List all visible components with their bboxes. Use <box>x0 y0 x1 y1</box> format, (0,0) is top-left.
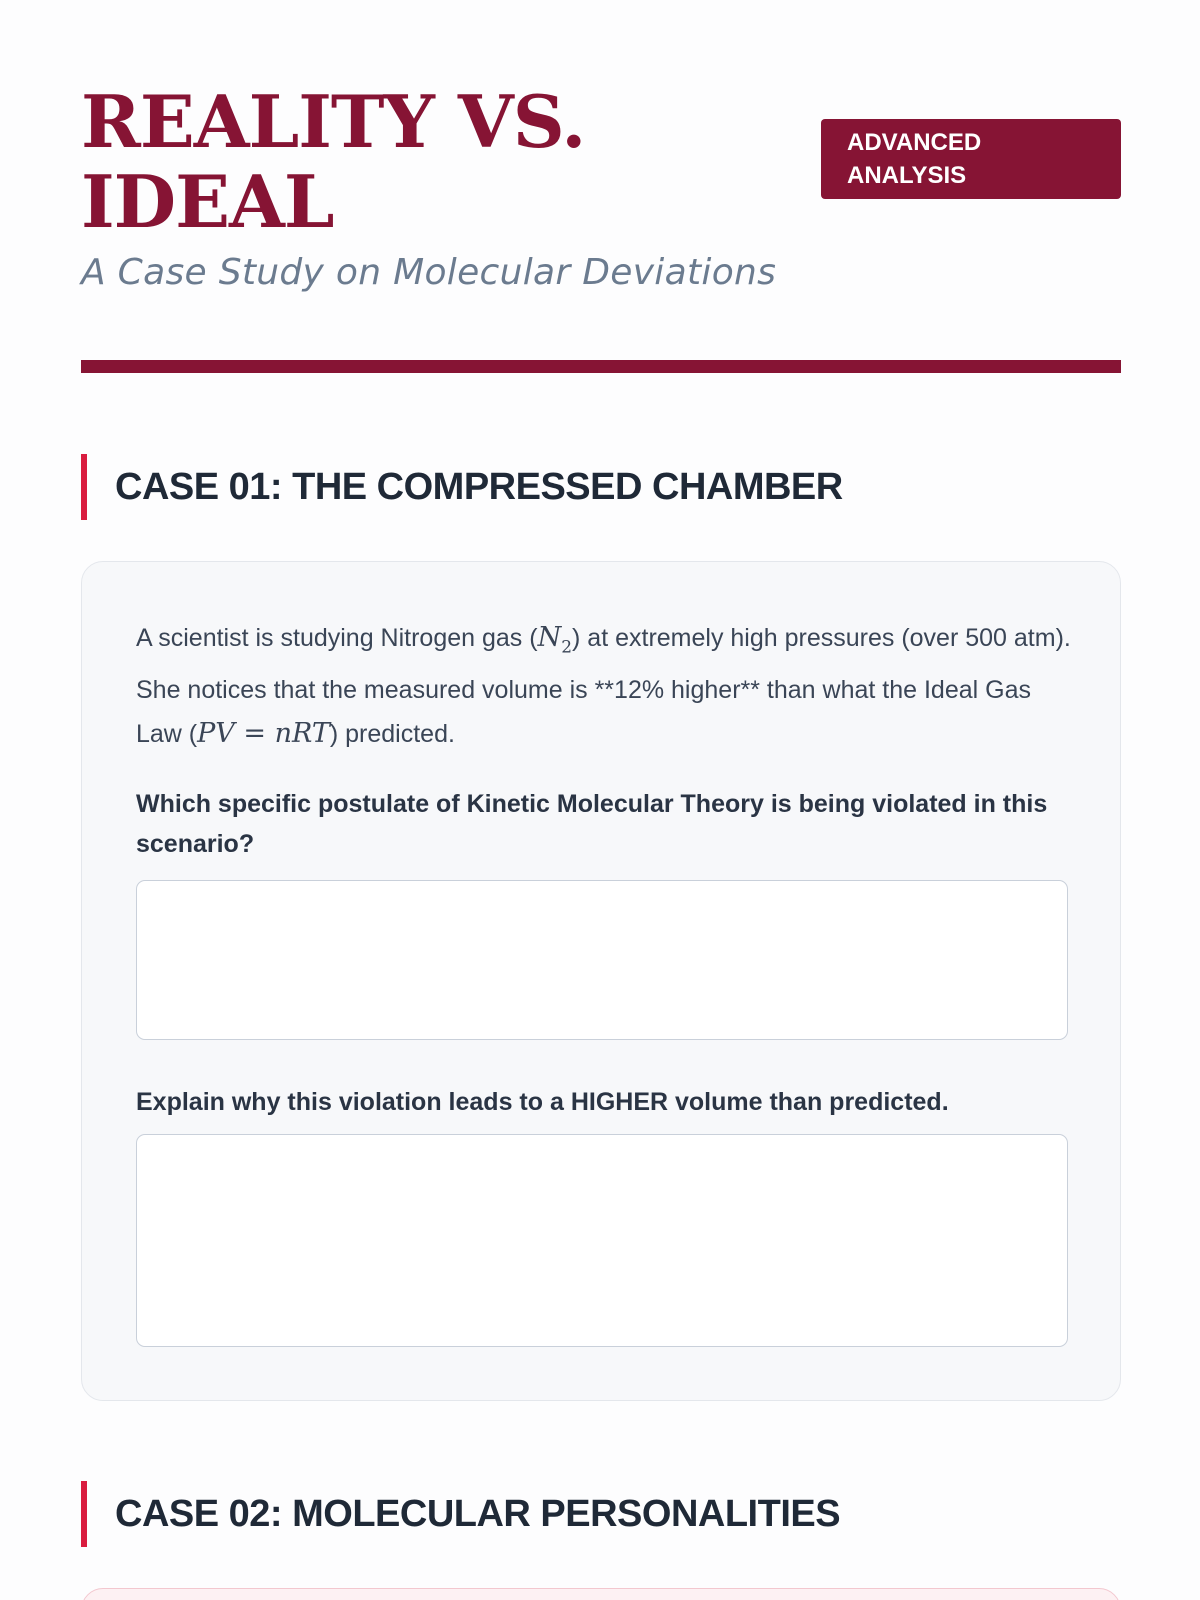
title-line-1: REALITY VS. <box>81 79 586 164</box>
scenario-text-3: ) predicted. <box>329 720 455 749</box>
level-badge <box>821 119 1121 199</box>
case-02-heading: CASE 02: MOLECULAR PERSONALITIES <box>81 1481 1121 1547</box>
page-subtitle: A Case Study on Molecular Deviations <box>81 252 777 293</box>
page-header <box>81 79 1121 382</box>
formula-ideal-gas-law: PV = nRT <box>197 718 330 750</box>
case-01-heading: CASE 01: THE COMPRESSED CHAMBER <box>81 454 1121 520</box>
title-line-2: IDEAL <box>81 159 334 244</box>
answer-2-field[interactable] <box>136 1134 1068 1347</box>
question-2-label: Explain why this violation leads to a HIGHER volume than predicted. <box>136 1088 949 1116</box>
formula-subscript: 2 <box>561 637 573 658</box>
badge-line-1: ADVANCED <box>847 129 982 156</box>
page-title <box>81 79 721 244</box>
case-01-scenario <box>136 616 1076 756</box>
formula-nitrogen <box>537 622 573 658</box>
scenario-text-2: ) at extremely high pressures (over 500 atm). She notices that the measured volume is **12% higher** than what the Ideal Gas Law ( <box>136 624 1071 749</box>
question-1-label: Which specific postulate of Kinetic Molecular Theory is being violated in this scenario? <box>136 790 1048 858</box>
case-01-card <box>81 561 1121 1401</box>
answer-1-field[interactable] <box>136 880 1068 1040</box>
header-divider <box>81 360 1121 373</box>
scenario-text-1: A scientist is studying Nitrogen gas ( <box>136 624 538 652</box>
badge-line-2: ANALYSIS <box>847 162 967 189</box>
case-02-card <box>81 1588 1121 1600</box>
formula-n: N <box>537 622 562 653</box>
